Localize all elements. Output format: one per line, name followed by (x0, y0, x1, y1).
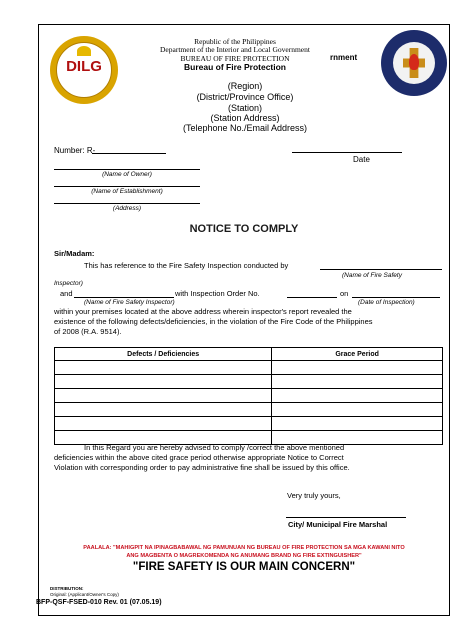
table-row (55, 417, 443, 431)
inspector-field-line[interactable] (320, 269, 442, 270)
bfp-seal-logo (381, 30, 447, 96)
number-field-line[interactable] (92, 153, 166, 154)
date-field-line[interactable] (292, 152, 402, 153)
inspector-caption-b: Inspector) (54, 280, 83, 287)
address-region: (Region) (227, 81, 263, 91)
owner-field-line[interactable] (54, 169, 200, 170)
address-field-line[interactable] (54, 203, 200, 204)
document-title: NOTICE TO COMPLY (189, 223, 299, 235)
grace-cell[interactable] (272, 403, 443, 417)
distribution-original: Original: (Applicant/Owner's Copy) (50, 592, 119, 597)
grace-cell[interactable] (272, 389, 443, 403)
inspector2-field-line[interactable] (74, 297, 174, 298)
defect-cell[interactable] (55, 403, 272, 417)
header-republic: Republic of the Philippines (194, 37, 276, 46)
grace-cell[interactable] (272, 417, 443, 431)
dilg-logo-text: DILG (66, 58, 102, 75)
address-contact: (Telephone No./Email Address) (182, 123, 308, 133)
defect-cell[interactable] (55, 417, 272, 431)
body-inspection-order: with Inspection Order No. (175, 289, 260, 298)
col-grace-period: Grace Period (272, 348, 443, 361)
address-station: (Station) (227, 103, 262, 113)
date-label: Date (353, 155, 370, 164)
paalala-line2: ANG MAGBENTA O MAGREKOMENDA NG ANUMANG BRAND NG FIRE EXTINGUISHER" (126, 553, 362, 559)
grace-cell[interactable] (272, 375, 443, 389)
table-row (55, 403, 443, 417)
slogan: "FIRE SAFETY IS OUR MAIN CONCERN" (132, 561, 356, 573)
table-header-row (55, 348, 443, 361)
inspection-date-caption: (Date of Inspection) (358, 299, 415, 306)
closing-para-l1: In this Regard you are hereby advised to comply /correct the above mentioned (84, 443, 345, 452)
inspection-date-field-line[interactable] (352, 297, 440, 298)
signature-line[interactable] (286, 517, 406, 518)
address-district: (District/Province Office) (196, 92, 294, 102)
address-caption: (Address) (112, 205, 142, 212)
body-para1-l1: within your premises located at the above address wherein inspector's report revealed the (54, 307, 352, 316)
defect-cell[interactable] (55, 389, 272, 403)
defect-cell[interactable] (55, 375, 272, 389)
inspector2-caption: (Name of Fire Safety Inspector) (84, 299, 175, 306)
grace-cell[interactable] (272, 361, 443, 375)
salutation: Sir/Madam: (54, 249, 95, 258)
table-row (55, 389, 443, 403)
paalala-line1: PAALALA: "MAHIGPIT NA IPINAGBABAWAL NG PAMUNUAN NG BUREAU OF FIRE PROTECTION SA MGA KAWANI NITO (83, 545, 405, 551)
header-bureau: Bureau of Fire Protection (183, 62, 286, 72)
form-code: BFP-QSF-FSED-010 Rev. 01 (07.05.19) (36, 599, 162, 606)
body-para1-l2: existence of the following defects/deficiencies, in the violation of the Fire Code of the Philippines (54, 317, 373, 326)
header-department: Department of the Interior and Local Government (160, 45, 310, 54)
col-defects: Defects / Deficiencies (55, 348, 272, 361)
order-no-field-line[interactable] (287, 297, 337, 298)
owner-caption: (Name of Owner) (102, 171, 152, 178)
establishment-field-line[interactable] (54, 186, 200, 187)
inspector-caption-a: (Name of Fire Safety (342, 272, 402, 279)
body-para1-l3: of 2008 (R.A. 9514). (54, 327, 122, 336)
defects-table (54, 347, 443, 445)
body-on: on (340, 289, 349, 298)
signatory-title: City/ Municipal Fire Marshal (288, 520, 388, 529)
table-row (55, 361, 443, 375)
number-label: Number: R- (54, 146, 96, 155)
header-bureau-caps: BUREAU OF FIRE PROTECTION (180, 54, 290, 63)
body-and: and (60, 289, 73, 298)
table-row (55, 375, 443, 389)
defect-cell[interactable] (55, 361, 272, 375)
body-line1: This has reference to the Fire Safety Inspection conducted by (84, 261, 289, 270)
address-station-address: (Station Address) (210, 113, 280, 123)
dilg-seal-logo (50, 36, 118, 104)
closing-para-l3: Violation with corresponding order to pay administrative fine shall be issued by this office. (54, 463, 350, 472)
closing-para-l2: deficiencies within the above cited grace period otherwise appropriate Notice to Correct (54, 453, 344, 462)
header-rnment: rnment (330, 53, 358, 62)
closing-yours: Very truly yours, (287, 491, 341, 500)
establishment-caption: (Name of Establishment) (91, 188, 163, 195)
distribution-label: DISTRIBUTION: (50, 586, 84, 591)
